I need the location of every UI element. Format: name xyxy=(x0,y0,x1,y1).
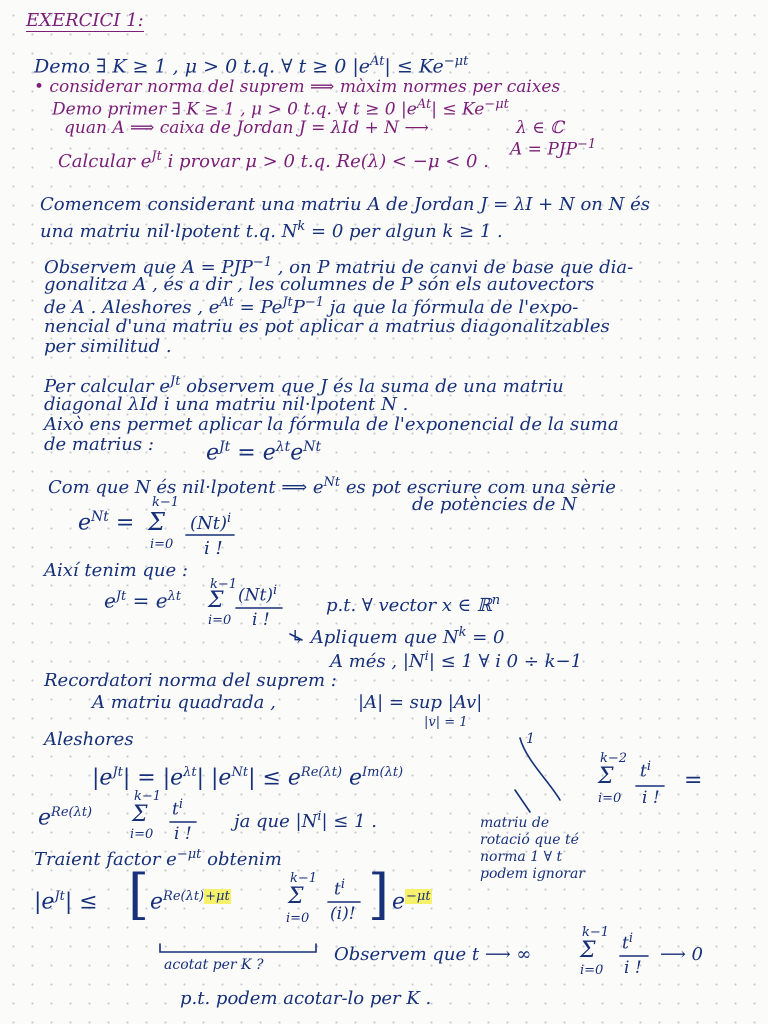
exp-jt-expansion: $e^{Jt} = e^{\lambda t}$ xyxy=(104,588,182,613)
sum-upper-limit: k−1 xyxy=(290,871,318,886)
bound-exponential: $e^{Re(\lambda t)+\mu t}$ xyxy=(150,889,230,915)
sum-lower-limit: i=0 xyxy=(130,827,154,842)
para6-line-1: Recordatori norma del suprem : xyxy=(44,670,337,691)
exercise-title: EXERCICI 1: xyxy=(26,10,144,31)
bound-tail: $e^{-\mu t}$ xyxy=(392,889,431,915)
intro-lambda: λ ∈ ℂ xyxy=(516,118,564,138)
annotation-line-3: norma 1 ∀ t xyxy=(480,849,563,865)
fraction-denominator: (i)! xyxy=(330,904,356,924)
bound-lhs: $|e^{Jt}|$ ≤ xyxy=(34,889,98,915)
intro-line-2: • considerar norma del suprem ⟹ màxim normes per caixes xyxy=(34,77,561,97)
para2-line-1: Observem que $A = PJP^{-1}$ , on P matriu de canvi de base que dia- xyxy=(44,255,634,278)
para8-line-1: Traient factor $e^{-\mu t}$ obtenim xyxy=(34,847,282,870)
annotation-line-4: podem ignorar xyxy=(480,866,585,882)
para9-line-2: p.t. podem acotar-lo per K . xyxy=(180,988,432,1009)
sum-upper-limit: k−1 xyxy=(152,495,180,510)
note-nilpotent: ↳ Apliquem que $N^k = 0$ xyxy=(290,625,505,648)
fraction-denominator: i ! xyxy=(204,538,223,559)
para1-line-1: Comencem considerant una matriu A de Jordan J = λI + N on N és xyxy=(40,194,650,215)
fraction-numerator: $t^i$ xyxy=(334,877,346,900)
para9-line-1: Observem que t ⟶ ∞ xyxy=(334,944,532,965)
marker-one: 1 xyxy=(526,731,535,747)
sum-symbol: Σ xyxy=(580,938,596,963)
intro-line-6: Calcular $e^{Jt}$ i provar μ > 0 t.q. Re(λ) < −μ < 0 . xyxy=(58,149,489,172)
para5-line-1: Així tenim que : xyxy=(44,560,188,581)
fraction-numerator: $(Nt)^i$ xyxy=(238,583,278,606)
norm-inequality-1: $|e^{Jt}| = |e^{\lambda t}|$ $|e^{Nt}| \le e^{Re(\lambda t)}$ $e^{Im(\lambda t)}$ xyxy=(92,765,404,791)
fraction-numerator: $(Nt)^i$ xyxy=(190,511,232,534)
sup-norm-subscript: |v| = 1 xyxy=(424,715,468,730)
exp-nt-lhs: $e^{Nt}$ = xyxy=(78,509,135,536)
sum-upper-limit: k−1 xyxy=(134,789,162,804)
fraction-denominator: i ! xyxy=(642,788,660,808)
fraction-denominator: i ! xyxy=(624,958,642,978)
brace-label: acotat per K ? xyxy=(164,957,264,973)
sum-symbol: Σ xyxy=(598,764,614,789)
sum-upper-limit: k−2 xyxy=(600,751,628,766)
intro-line-3: Demo primer ∃ K ≥ 1 , μ > 0 t.q. ∀ t ≥ 0 $|e^{At}| \le Ke^{-\mu t}$ xyxy=(52,97,509,120)
para2-line-4: nencial d'una matriu es pot aplicar a matrius diagonalitzables xyxy=(44,316,610,337)
justification: ja que $|N^i| \le 1$ . xyxy=(234,809,378,832)
annotation-line-2: rotació que té xyxy=(480,832,579,848)
sum-lower-limit: i=0 xyxy=(286,911,310,926)
fraction-numerator: $t^i$ xyxy=(172,797,184,820)
for-all-vectors: p.t. ∀ vector x ∈ ℝ$^n$ xyxy=(326,593,501,616)
equals-sign: = xyxy=(684,768,703,793)
para6-line-2: A matriu quadrada , xyxy=(92,692,276,713)
fraction-denominator: i ! xyxy=(252,610,270,630)
note-norm-bound: A més , $|N^i| \le 1$ ∀ i 0 ÷ k−1 xyxy=(330,649,583,672)
intro-a-eq: $A = PJP^{-1}$ xyxy=(510,137,597,160)
right-bracket: ] xyxy=(368,863,390,926)
para2-line-2: gonalitza A , és a dir , les columnes de P són els autovectors xyxy=(44,274,595,295)
sum-symbol: Σ xyxy=(208,588,224,613)
sum-upper-limit: k−1 xyxy=(582,925,610,940)
para3-line-3: Això ens permet aplicar la fórmula de l'exponencial de la suma xyxy=(44,414,619,435)
sum-upper-limit: k−1 xyxy=(210,577,238,592)
limit-arrow: ⟶ 0 xyxy=(660,944,703,965)
cancel-stroke xyxy=(520,738,560,800)
sum-symbol: Σ xyxy=(132,802,148,827)
annotation-line-1: matriu de xyxy=(480,815,550,831)
sum-symbol: Σ xyxy=(148,508,165,536)
sum-lower-limit: i=0 xyxy=(208,613,232,628)
fraction-denominator: i ! xyxy=(174,824,192,844)
fraction-numerator: $t^i$ xyxy=(622,931,634,954)
fraction-numerator: $t^i$ xyxy=(640,759,652,782)
norm-inequality-2: $e^{Re(\lambda t)}$ xyxy=(38,805,93,831)
intro-line-1: Demo ∃ K ≥ 1 , μ > 0 t.q. ∀ t ≥ 0 $|e^{At}| \le Ke^{-\mu t}$ xyxy=(34,54,469,78)
sum-symbol: Σ xyxy=(288,884,304,909)
sum-lower-limit: i=0 xyxy=(580,963,604,978)
para4-line-2: de potències de N xyxy=(412,494,577,515)
para4-line-1: Com que N és nil·lpotent ⟹ $e^{Nt}$ es pot escriure com una sèrie xyxy=(48,475,616,498)
sum-lower-limit: i=0 xyxy=(598,791,622,806)
para1-line-2: una matriu nil·lpotent t.q. $N^k = 0$ per algun k ≥ 1 . xyxy=(40,219,503,242)
para3-line-1: Per calcular $e^{Jt}$ observem que J és la suma de una matriu xyxy=(44,374,564,397)
para3-line-2: diagonal λId i una matriu nil·lpotent N . xyxy=(44,394,409,415)
underbrace xyxy=(160,944,316,952)
para3-line-4: de matrius : xyxy=(44,434,154,455)
sum-lower-limit: i=0 xyxy=(150,537,174,552)
left-bracket: [ xyxy=(128,863,150,926)
para7-line-1: Aleshores xyxy=(44,729,134,750)
para2-line-5: per similitud . xyxy=(44,336,172,357)
sup-norm-definition: |A| = sup |Av| xyxy=(358,692,483,713)
annotation-pointer xyxy=(515,790,530,812)
exp-sum-equation: $e^{Jt} = e^{\lambda t}e^{Nt}$ xyxy=(206,439,322,466)
para2-line-3: de A . Aleshores , $e^{At} = Pe^{Jt}P^{-1}$ ja que la fórmula de l'expo- xyxy=(44,295,579,318)
intro-line-4: quan A ⟹ caixa de Jordan J = λId + N ⟶ xyxy=(64,118,429,138)
